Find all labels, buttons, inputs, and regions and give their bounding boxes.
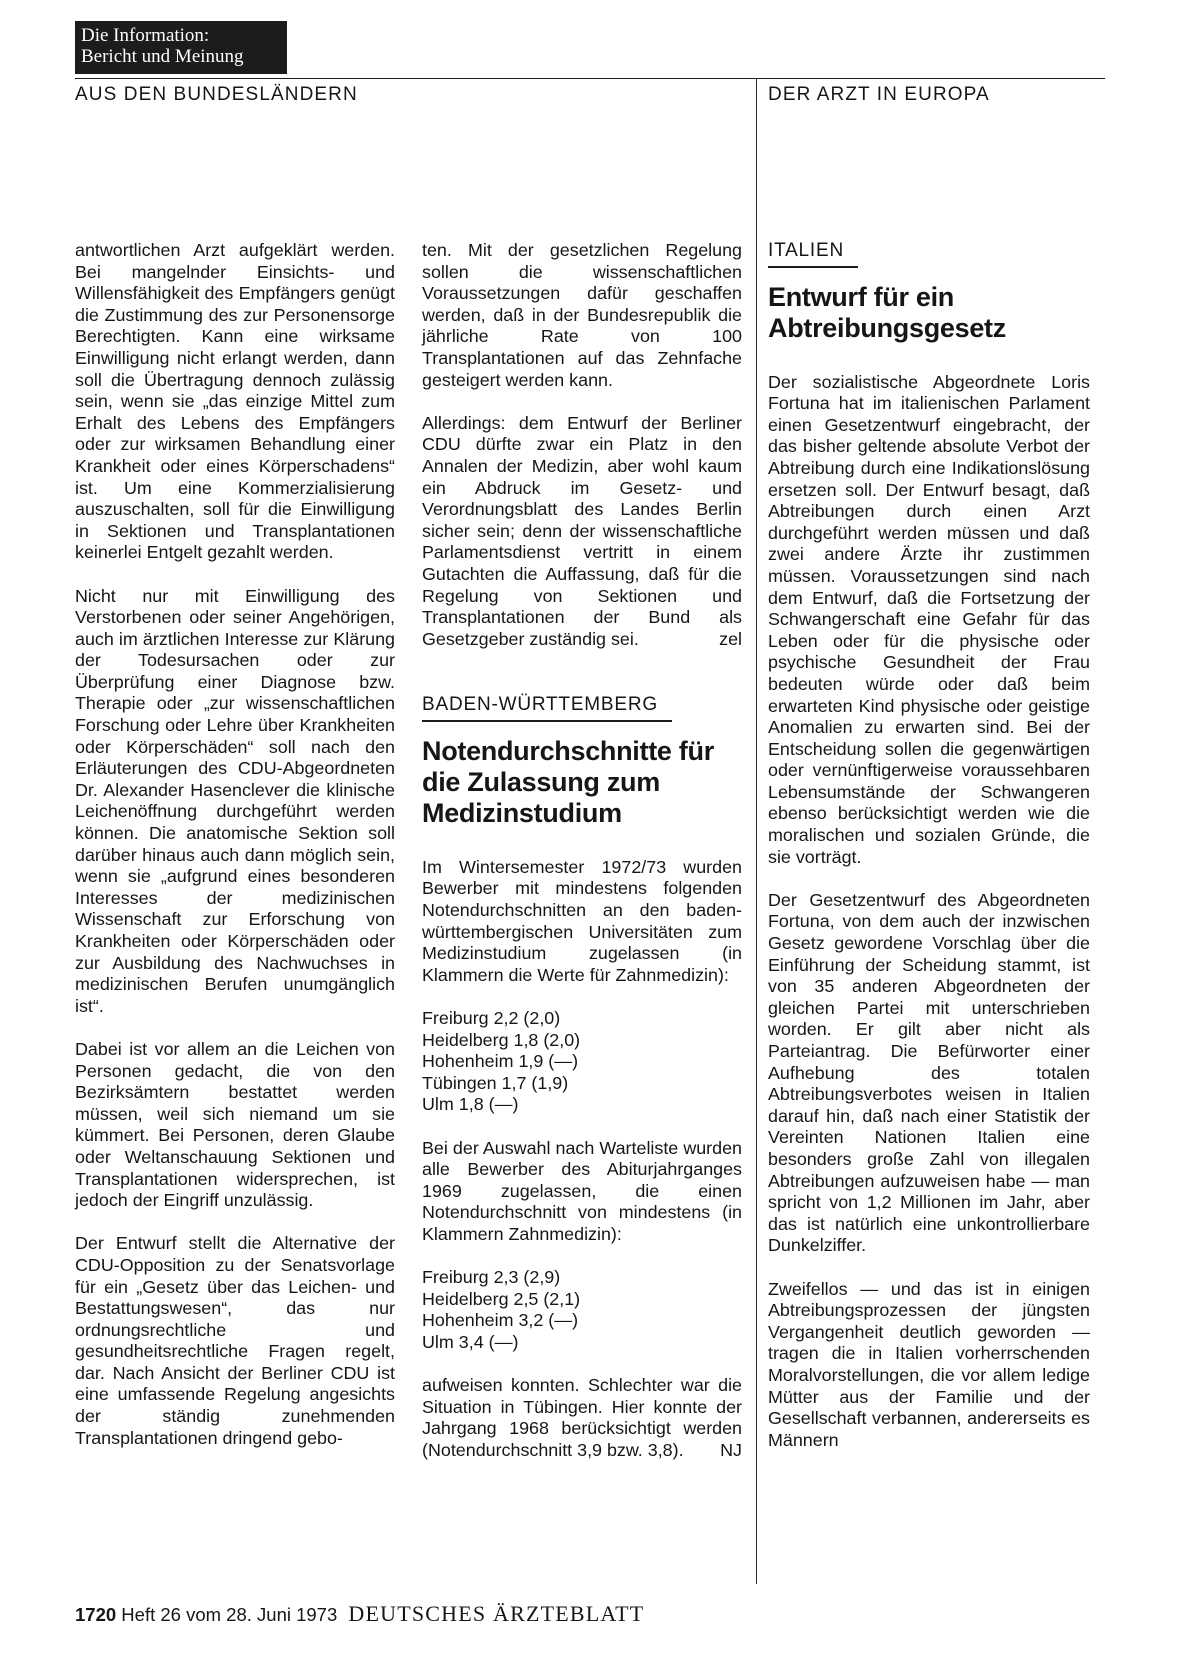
section-badge	[75, 21, 287, 74]
col3-paragraph-3: Zweifellos — und das ist in einigen Abtreibungsprozessen der jüngsten Vergangenheit deutlich geworden — tragen die in Italien vorherrschenden Moralvorstellungen, die vor allem ledige Mütter aus der Familie und der Gesellschaft verbannen, andererseits es Männern	[768, 1278, 1090, 1450]
col1-paragraph-3: Dabei ist vor allem an die Leichen von Personen gedacht, die von den Bezirksämtern bestattet werden müssen, weil sich niemand um sie kümmert. Bei Personen, deren Glaube oder Weltanschauung Sektionen und Transplantationen widersprechen, ist jedoch der Eingriff unzulässig.	[75, 1038, 395, 1211]
list-item: Freiburg 2,2 (2,0)	[422, 1008, 561, 1029]
grade-list-wintersemester	[422, 1008, 742, 1116]
badge-line-2: Bericht und Meinung	[81, 46, 244, 67]
col3-paragraph-1: Der sozialistische Abgeordnete Loris Fortuna hat im italienischen Parlament einen Gesetzentwurf eingebracht, der das bisher geltende absolute Verbot der Abtreibung durch eine Indikationslösung ersetzen soll. Der Entwurf besagt, daß Abtreibungen durch einen Arzt durchgeführt werden müssen und daß zwei andere Ärzte ihr zustimmen müssen. Voraussetzungen sind nach dem Entwurf, daß die Fortsetzung der Schwangerschaft eine Gefahr für das Leben oder für die physische oder psychische Gesundheit der Frau bedeuten würde oder daß beim erwarteten Kind physische oder geistige Anomalien zu erwarten sind. Bei der Entscheidung sollen die gegenwärtigen oder vernünftigerweise voraussehbaren Lebensumstände der Schwangeren ebenso berücksichtigt werden wie die moralischen und sozialen Gründe, die sie vorträgt.	[768, 371, 1090, 867]
page-number: 1720	[75, 1604, 117, 1625]
page-footer	[75, 1601, 644, 1627]
list-item: Hohenheim 1,9 (—)	[422, 1051, 579, 1072]
list-item: Heidelberg 2,5 (2,1)	[422, 1288, 581, 1309]
journal-name: DEUTSCHES ÄRZTEBLATT	[348, 1601, 645, 1626]
article-headline-abtreibungsgesetz: Entwurf für ein Abtreibungsgesetz	[768, 281, 1006, 343]
header-rule	[75, 78, 1105, 79]
col2-paragraph-5-text: aufweisen konnten. Schlechter war die Situation in Tübingen. Hier konnte der Jahrgang 1968 berücksichtigt werden (Notendurchschnitt 3,9 bzw. 3,8).	[422, 1375, 742, 1460]
column-divider	[756, 79, 757, 1584]
rubric-italien: ITALIEN	[768, 240, 844, 261]
col2-paragraph-5	[422, 1375, 742, 1461]
list-item: Heidelberg 1,8 (2,0)	[422, 1029, 581, 1050]
col2-paragraph-4: Bei der Auswahl nach Warteliste wurden alle Bewerber des Abiturjahrganges 1969 zugelassen, die einen Notendurchschnitt von mindestens (in Klammern Zahnmedizin):	[422, 1137, 742, 1244]
column-3	[768, 240, 1090, 1473]
list-item: Hohenheim 3,2 (—)	[422, 1310, 579, 1331]
col1-paragraph-4: Der Entwurf stellt die Alternative der CDU-Opposition zu der Senatsvorlage für ein „Gesetz über das Leichen- und Bestattungswesen“, das nur ordnungsrechtliche und gesundheitsrechtliche Fragen regelt, dar. Nach Ansicht der Berliner CDU ist eine umfassende Regelung angesichts der ständig zunehmenden Transplantationen dringend gebo-	[75, 1233, 395, 1448]
list-item: Tübingen 1,7 (1,9)	[422, 1072, 569, 1093]
column-2	[422, 240, 742, 1483]
rubric-underline	[422, 720, 672, 722]
author-signature-zel: zel	[719, 628, 742, 649]
column-1	[75, 240, 395, 1471]
col2-paragraph-3: Im Wintersemester 1972/73 wurden Bewerber mit mindestens folgenden Notendurchschnitten an den baden-württembergischen Universitäten zum Medizinstudium zugelassen (in Klammern die Werte für Zahnmedizin):	[422, 856, 742, 985]
col1-paragraph-2: Nicht nur mit Einwilligung des Verstorbenen oder seiner Angehörigen, auch im ärztlichen Interesse zur Klärung der Todesursachen oder zur Überprüfung einer Diagnose bzw. Therapie oder „zur wissenschaftlichen Forschung oder Lehre über Krankheiten oder Körperschäden“ soll nach den Erläuterungen des CDU-Abgeordneten Dr. Alexander Hasenclever die klinische Leichenöffnung durchgeführt werden können. Die anatomische Sektion soll darüber hinaus auch dann möglich sein, wenn sie „aufgrund eines besonderen Interesses der medizinischen Wissenschaft zur Erforschung von Krankheiten oder Körperschäden oder zur Ausbildung des Nachwuchses in medizinischen Berufen unumgänglich ist“.	[75, 585, 395, 1016]
section-label-left: AUS DEN BUNDESLÄNDERN	[75, 84, 358, 105]
article-headline-notendurchschnitte: Notendurchschnitte für die Zulassung zum Medizinstudium	[422, 735, 714, 828]
col2-paragraph-2	[422, 413, 742, 651]
col2-paragraph-1: ten. Mit der gesetzlichen Regelung sollen die wissenschaftlichen Voraussetzungen dafür geschaffen werden, daß in der Bundesrepublik die jährliche Rate von 100 Transplantationen auf das Zehnfache gesteigert werden kann.	[422, 240, 742, 390]
section-label-right: DER ARZT IN EUROPA	[768, 84, 990, 105]
author-signature-nj: NJ	[720, 1439, 742, 1460]
list-item: Freiburg 2,3 (2,9)	[422, 1267, 561, 1288]
col2-paragraph-2-text: Allerdings: dem Entwurf der Berliner CDU dürfte zwar ein Platz in den Annalen der Medizin, aber wohl kaum ein Abdruck im Gesetz- und Verordnungsblatt des Landes Berlin sicher sein; denn der wissenschaftliche Parlamentsdienst vertritt in einem Gutachten die Auffassung, daß für die Regelung von Sektionen und Transplantationen der Bund als Gesetzgeber zuständig sei.	[422, 412, 742, 649]
col3-paragraph-2: Der Gesetzentwurf des Abgeordneten Fortuna, von dem auch der inzwischen Gesetz gewordene Vorschlag über die Einführung der Scheidung stammt, ist von 35 anderen Abgeordneten der gleichen Partei mit unterschrieben worden. Er gilt aber nicht als Parteiantrag. Die Befürworter einer Aufhebung des totalen Abtreibungsverbotes weisen in Italien darauf hin, daß nach einer Statistik der Vereinten Nationen Italien eine besonders große Zahl von illegalen Abtreibungen aufzuweisen habe — man spricht von 1,2 Millionen im Jahr, aber das ist natürlich eine unkontrollierbare Dunkelziffer.	[768, 889, 1090, 1256]
badge-line-1: Die Information:	[81, 25, 210, 46]
list-item: Ulm 3,4 (—)	[422, 1331, 519, 1352]
list-item: Ulm 1,8 (—)	[422, 1094, 519, 1115]
col1-paragraph-1: antwortlichen Arzt aufgeklärt werden. Bei mangelnder Einsichts- und Willensfähigkeit des Empfängers genügt die Zustimmung des zur Personensorge Berechtigten. Kann eine wirksame Einwilligung nicht erlangt werden, dann soll die Übertragung dennoch zulässig sein, wenn sie „das einzige Mittel zum Erhalt des Lebens des Empfängers oder zur wirksamen Behandlung einer Krankheit oder eines Körperschadens“ ist. Um eine Kommerzialisierung auszuschalten, soll für die Einwilligung in Sektionen und Transplantationen keinerlei Entgelt gezahlt werden.	[75, 240, 395, 563]
rubric-underline	[768, 266, 858, 268]
rubric-baden-wuerttemberg: BADEN-WÜRTTEMBERG	[422, 694, 658, 716]
issue-info: Heft 26 vom 28. Juni 1973	[121, 1604, 338, 1625]
grade-list-warteliste	[422, 1267, 742, 1353]
